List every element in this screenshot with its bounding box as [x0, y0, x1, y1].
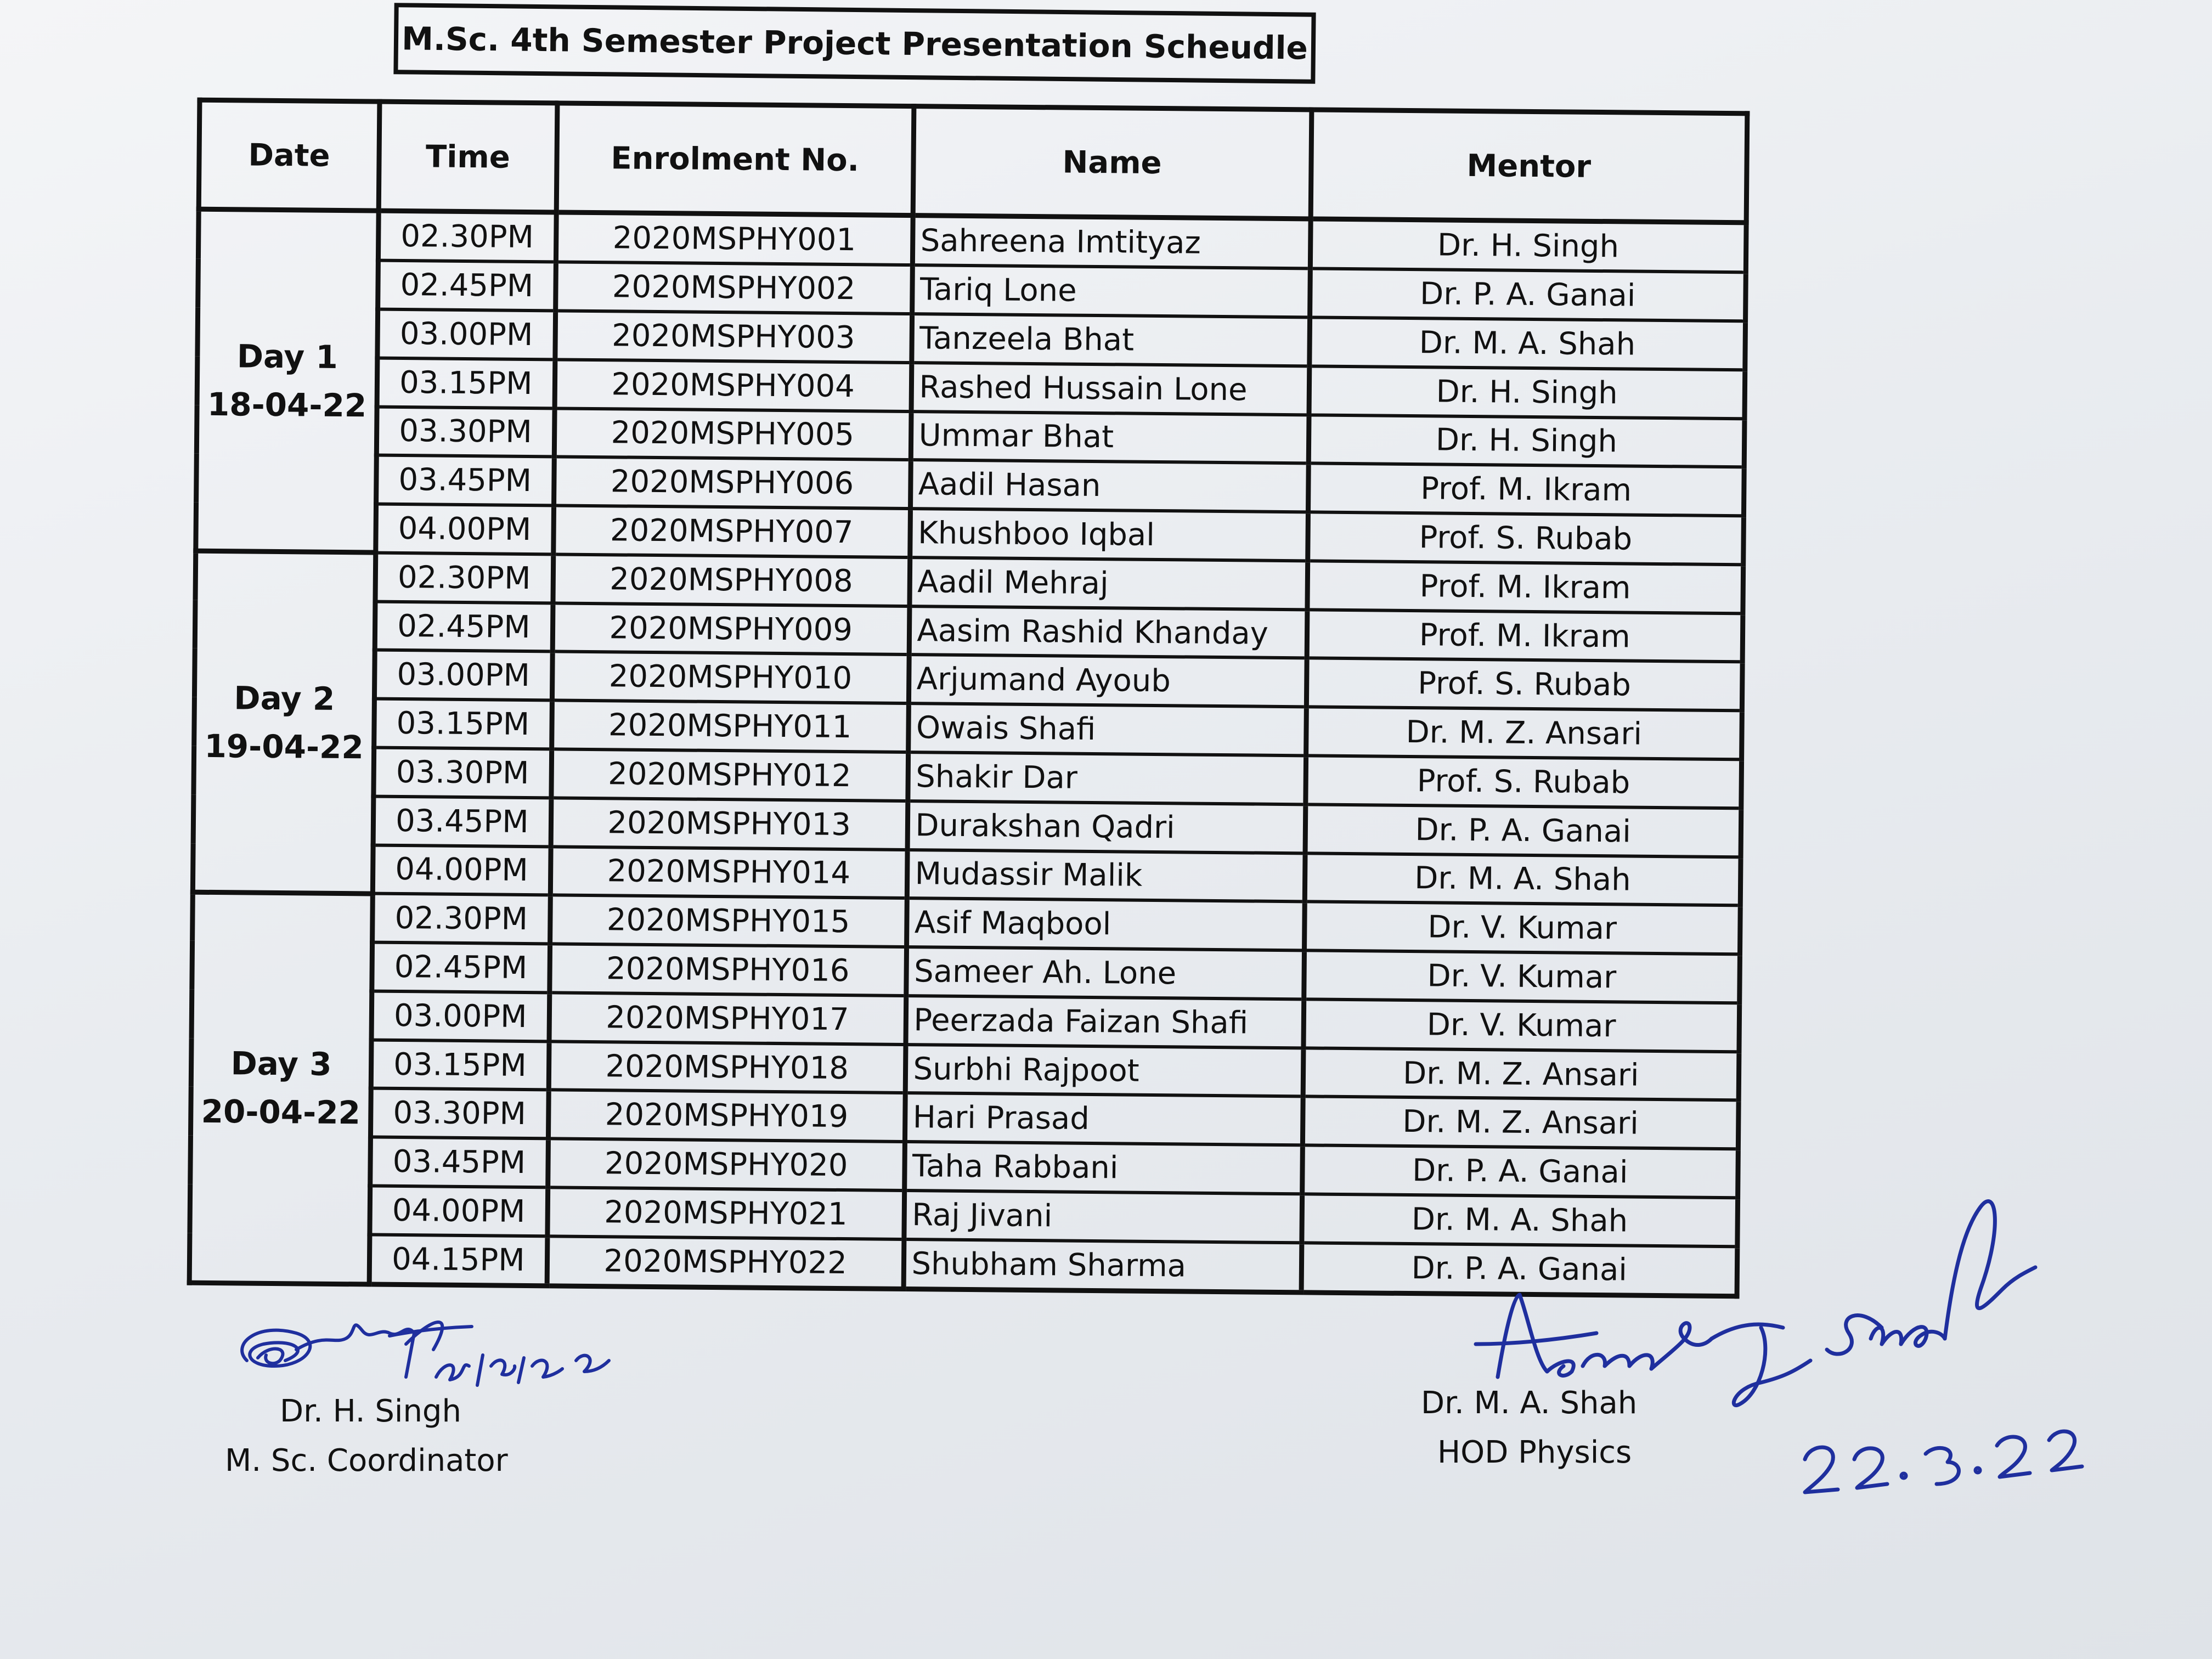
enrolment-cell: 2020MSPHY001 [556, 212, 913, 265]
enrolment-cell: 2020MSPHY010 [552, 652, 909, 703]
hod-name: Dr. M. A. Shah [1421, 1385, 1638, 1421]
enrolment-cell: 2020MSPHY020 [548, 1139, 904, 1190]
coordinator-name: Dr. H. Singh [280, 1393, 461, 1429]
name-cell: Khushboo Iqbal [910, 509, 1308, 561]
mentor-cell: Dr. M. A. Shah [1305, 853, 1741, 906]
time-cell: 04.00PM [373, 845, 551, 895]
header-date: Date [199, 100, 380, 211]
mentor-cell: Dr. M. A. Shah [1301, 1194, 1737, 1246]
name-cell: Owais Shafi [908, 703, 1306, 755]
time-cell: 03.15PM [374, 699, 552, 749]
mentor-cell: Dr. P. A. Ganai [1305, 804, 1741, 857]
time-cell: 03.30PM [370, 1088, 549, 1139]
name-cell: Sameer Ah. Lone [906, 947, 1304, 999]
mentor-cell: Prof. M. Ikram [1307, 610, 1743, 662]
time-cell: 03.00PM [377, 309, 556, 360]
name-cell: Tanzeela Bhat [911, 314, 1310, 366]
name-cell: Shakir Dar [907, 752, 1306, 804]
day-date: 20-04-22 [201, 1093, 361, 1132]
enrolment-cell: 2020MSPHY013 [551, 798, 907, 849]
enrolment-cell: 2020MSPHY017 [549, 992, 906, 1044]
document-title: M.Sc. 4th Semester Project Presentation Scheudle [393, 3, 1316, 84]
enrolment-cell: 2020MSPHY012 [551, 749, 908, 800]
mentor-cell: Dr. V. Kumar [1304, 950, 1740, 1003]
name-cell: Mudassir Malik [907, 850, 1305, 902]
time-cell: 03.00PM [374, 650, 552, 701]
enrolment-cell: 2020MSPHY021 [548, 1187, 904, 1239]
mentor-cell: Dr. P. A. Ganai [1310, 269, 1746, 321]
coordinator-signature [225, 1278, 631, 1404]
day-date: 19-04-22 [204, 727, 364, 766]
time-cell: 03.30PM [376, 407, 555, 457]
mentor-cell: Dr. M. Z. Ansari [1302, 1097, 1739, 1149]
header-name: Name [913, 106, 1312, 219]
name-cell: Aadil Mehraj [909, 557, 1307, 610]
name-cell: Aadil Hasan [910, 460, 1308, 512]
day-date-cell [193, 551, 375, 894]
enrolment-cell: 2020MSPHY004 [555, 359, 911, 411]
name-cell: Shubham Sharma [904, 1239, 1302, 1293]
mentor-cell: Dr. V. Kumar [1304, 902, 1740, 955]
enrolment-cell: 2020MSPHY019 [548, 1090, 905, 1142]
mentor-cell: Dr. H. Singh [1310, 219, 1746, 273]
enrolment-cell: 2020MSPHY005 [554, 408, 911, 460]
schedule-table [187, 98, 1750, 1299]
enrolment-cell: 2020MSPHY011 [551, 701, 908, 752]
mentor-cell: Dr. P. A. Ganai [1301, 1243, 1737, 1296]
name-cell: Aasim Rashid Khanday [909, 606, 1307, 658]
mentor-cell: Dr. H. Singh [1308, 415, 1745, 467]
mentor-cell: Dr. V. Kumar [1304, 999, 1740, 1052]
enrolment-cell: 2020MSPHY022 [547, 1236, 904, 1289]
time-cell: 02.45PM [372, 943, 550, 993]
time-cell: 03.45PM [370, 1137, 549, 1188]
time-cell: 02.30PM [375, 552, 554, 603]
time-cell: 02.45PM [375, 601, 553, 652]
time-cell: 03.45PM [376, 455, 554, 506]
enrolment-cell: 2020MSPHY016 [550, 944, 906, 995]
hod-role: HOD Physics [1437, 1435, 1632, 1470]
name-cell: Ummar Bhat [911, 411, 1309, 464]
time-cell: 04.15PM [369, 1234, 548, 1286]
time-cell: 04.00PM [376, 504, 554, 555]
coordinator-role: M. Sc. Coordinator [225, 1443, 508, 1479]
name-cell: Surbhi Rajpoot [905, 1045, 1304, 1097]
mentor-cell: Prof. S. Rubab [1305, 755, 1741, 808]
time-cell: 02.30PM [378, 211, 556, 262]
name-cell: Sahreena Imtityaz [912, 216, 1311, 269]
mentor-cell: Prof. S. Rubab [1306, 658, 1742, 711]
mentor-cell: Dr. H. Singh [1309, 366, 1745, 419]
time-cell: 03.00PM [371, 991, 550, 1041]
mentor-cell: Prof. S. Rubab [1307, 512, 1743, 565]
enrolment-cell: 2020MSPHY007 [554, 505, 910, 557]
header-time: Time [379, 101, 557, 212]
enrolment-cell: 2020MSPHY014 [550, 847, 907, 898]
enrolment-cell: 2020MSPHY003 [555, 311, 912, 362]
name-cell: Peerzada Faizan Shafi [905, 996, 1304, 1048]
name-cell: Tariq Lone [912, 265, 1310, 317]
enrolment-cell: 2020MSPHY008 [553, 554, 910, 606]
mentor-cell: Dr. M. Z. Ansari [1303, 1048, 1739, 1101]
day-label: Day 2 [234, 679, 335, 718]
schedule-body [189, 209, 1746, 1296]
mentor-cell: Prof. M. Ikram [1307, 561, 1743, 613]
time-cell: 03.45PM [373, 796, 551, 847]
name-cell: Hari Prasad [905, 1093, 1303, 1145]
enrolment-cell: 2020MSPHY015 [550, 895, 906, 947]
time-cell: 03.15PM [371, 1040, 549, 1090]
header-mentor: Mentor [1311, 110, 1747, 223]
name-cell: Asif Maqbool [906, 898, 1305, 950]
name-cell: Arjumand Ayoub [909, 654, 1307, 707]
time-cell: 02.45PM [378, 261, 556, 311]
table-header-row [199, 100, 1747, 223]
day-label: Day 1 [236, 337, 338, 376]
day-label: Day 3 [230, 1045, 332, 1084]
enrolment-cell: 2020MSPHY009 [552, 603, 909, 654]
time-cell: 04.00PM [370, 1186, 548, 1237]
time-cell: 03.15PM [377, 358, 555, 408]
name-cell: Raj Jivani [904, 1190, 1302, 1243]
mentor-cell: Dr. P. A. Ganai [1302, 1146, 1738, 1198]
day-date-cell [196, 209, 379, 552]
schedule-table-wrapper [187, 98, 1750, 1299]
enrolment-cell: 2020MSPHY018 [549, 1041, 905, 1093]
day-date-cell [189, 892, 373, 1284]
enrolment-cell: 2020MSPHY006 [554, 457, 910, 509]
name-cell: Rashed Hussain Lone [911, 363, 1310, 415]
name-cell: Taha Rabbani [904, 1142, 1302, 1194]
mentor-cell: Dr. M. Z. Ansari [1306, 707, 1742, 760]
time-cell: 02.30PM [372, 894, 550, 944]
mentor-cell: Prof. M. Ikram [1308, 464, 1744, 516]
day-date: 18-04-22 [207, 386, 367, 425]
time-cell: 03.30PM [374, 748, 552, 798]
name-cell: Durakshan Qadri [907, 801, 1306, 853]
mentor-cell: Dr. M. A. Shah [1309, 317, 1745, 370]
header-enrolment: Enrolment No. [556, 103, 913, 216]
enrolment-cell: 2020MSPHY002 [555, 262, 912, 314]
